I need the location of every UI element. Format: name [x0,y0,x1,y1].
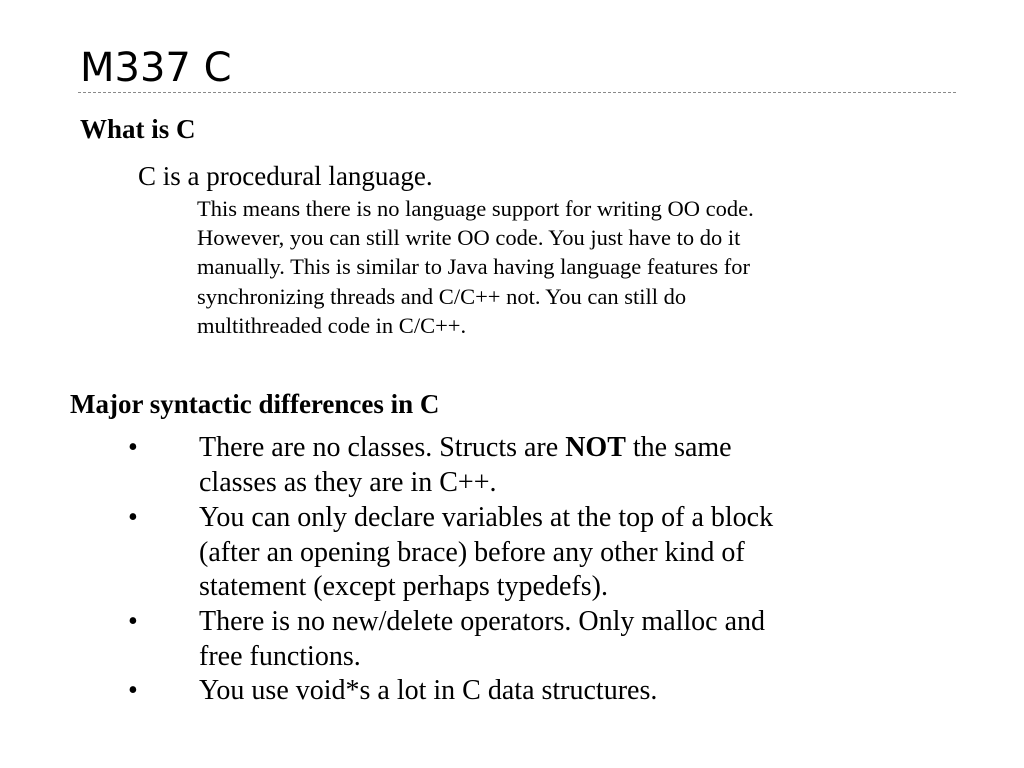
bullet-item-new-delete [199,605,765,674]
bullet-emphasis: NOT [565,432,626,463]
bullet-text: the same [625,432,732,463]
bullet-line: free functions. [199,640,361,672]
bullet-marker: • [128,675,138,706]
bullet-item-void-pointers [199,674,657,709]
bullet-line: (after an opening brace) before any other kind of [199,536,745,568]
detail-line: This means there is no language support for writing OO code. [197,196,754,221]
bullet-line: statement (except perhaps typedefs). [199,571,608,602]
bullet-item-no-classes [199,431,732,500]
bullet-marker: • [128,432,138,463]
detail-line: multithreaded code in C/C++. [197,312,467,338]
section-heading-syntactic-differences: Major syntactic differences in C [70,389,440,419]
bullet-marker: • [128,502,138,533]
bullet-item-declare-variables [199,501,773,605]
detail-line: However, you can still write OO code. You just have to do it [197,225,741,251]
bullet-text: There are no classes. Structs are [199,432,566,463]
bullet-line: There is no new/delete operators. Only malloc and [199,606,766,637]
bullet-line: You can only declare variables at the top of a block [199,502,774,533]
detail-line: synchronizing threads and C/C++ not. You can still do [197,283,687,309]
bullet-line: classes as they are in C++. [199,466,497,498]
section-heading-what-is-c: What is C [80,114,196,144]
bullet-line [199,431,732,466]
detail-line: manually. This is similar to Java having language features for [197,254,750,280]
slide-title: M337 C [80,45,232,91]
procedural-statement: C is a procedural language. [138,161,433,191]
bullet-marker: • [128,606,138,637]
bullet-line: You use void*s a lot in C data structures. [199,675,658,706]
